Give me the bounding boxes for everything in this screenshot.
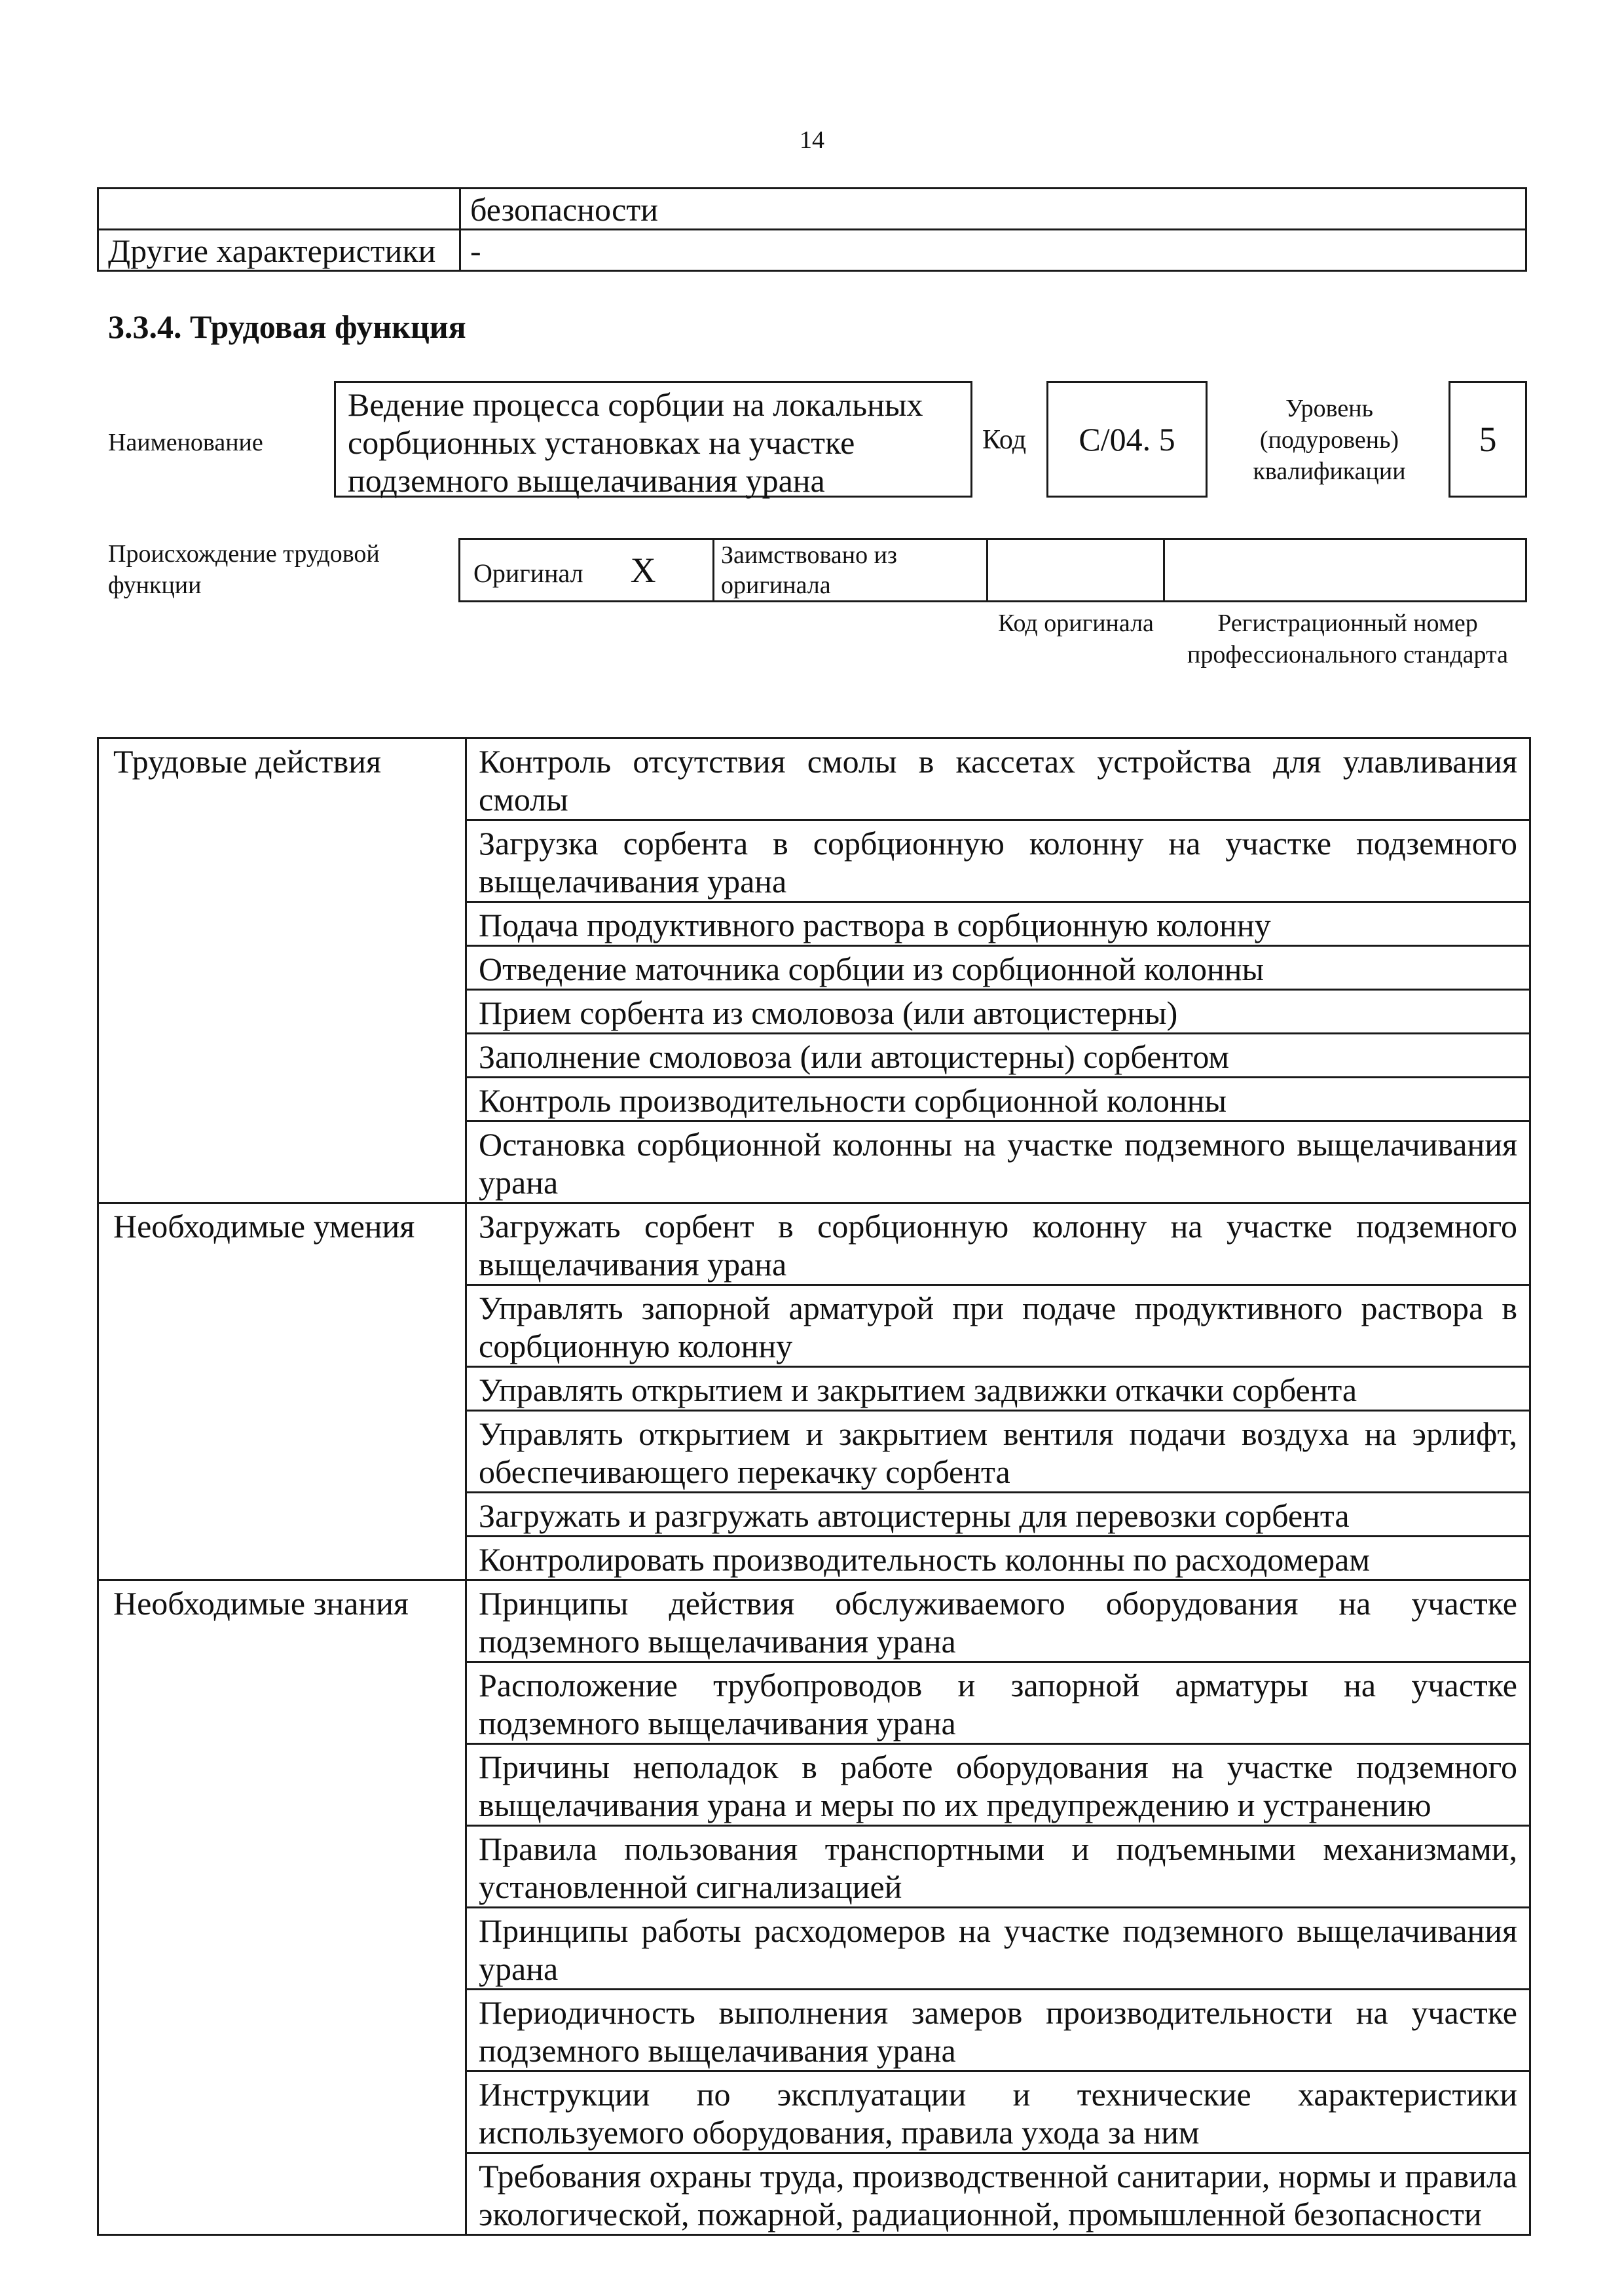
list-item: Загружать и разгружать автоцистерны для перевозки сорбента: [466, 1493, 1530, 1537]
borrowed-label: Заимствовано из оригинала: [714, 539, 987, 602]
category-cell: Трудовые действия: [98, 738, 466, 1203]
table-row: [98, 1580, 1530, 1662]
list-item: Контроль отсутствия смолы в кассетах устройства для улавливания смолы: [466, 738, 1530, 820]
list-item: Расположение трубопроводов и запорной арматуры на участке подземного выщелачивания урана: [466, 1662, 1530, 1744]
original-mark: X: [630, 551, 656, 590]
list-item: Прием сорбента из смоловоза (или автоцистерны): [466, 990, 1530, 1034]
reg-number-caption: Регистрационный номер профессионального стандарта: [1187, 610, 1508, 668]
table-row: [460, 539, 1526, 602]
row-value: безопасности: [460, 189, 1526, 230]
list-item: Принципы действия обслуживаемого оборудования на участке подземного выщелачивания урана: [466, 1580, 1530, 1662]
list-item: Правила пользования транспортными и подъемными механизмами, установленной сигнализацией: [466, 1826, 1530, 1908]
original-code-cell: [987, 539, 1164, 602]
list-item: Требования охраны труда, производственной санитарии, нормы и правила экологической, пожарной, радиационной, промышленной безопасности: [466, 2153, 1530, 2235]
row-value: -: [460, 230, 1526, 271]
code-label: Код: [982, 425, 1027, 455]
level-value: 5: [1479, 420, 1497, 459]
continuation-table: [97, 187, 1527, 272]
original-cell: [460, 539, 714, 602]
function-code-value: С/04. 5: [1079, 421, 1175, 458]
list-item: Управлять открытием и закрытием задвижки откачки сорбента: [466, 1367, 1530, 1411]
table-row: [98, 738, 1530, 820]
category-cell: Необходимые знания: [98, 1580, 466, 2235]
table-row: [98, 230, 1526, 271]
list-item: Контролировать производительность колонны по расходомерам: [466, 1537, 1530, 1580]
list-item: Отведение маточника сорбции из сорбционной колонны: [466, 946, 1530, 990]
table-row: [98, 189, 1526, 230]
list-item: Остановка сорбционной колонны на участке подземного выщелачивания урана: [466, 1121, 1530, 1203]
list-item: Принципы работы расходомеров на участке подземного выщелачивания урана: [466, 1908, 1530, 1990]
list-item: Контроль производительности сорбционной колонны: [466, 1078, 1530, 1121]
reg-number-cell: [1164, 539, 1526, 602]
level-box: [1449, 381, 1527, 498]
list-item: Инструкции по эксплуатации и технические характеристики используемого оборудования, правила ухода за ним: [466, 2071, 1530, 2153]
category-cell: Необходимые умения: [98, 1203, 466, 1580]
row-label: [98, 189, 460, 230]
level-label: Уровень (подуровень) квалификации: [1253, 395, 1406, 485]
list-item: Причины неполадок в работе оборудования на участке подземного выщелачивания урана и меры по их предупреждению и устранению: [466, 1744, 1530, 1826]
list-item: Периодичность выполнения замеров производительности на участке подземного выщелачивания урана: [466, 1990, 1530, 2071]
list-item: Управлять запорной арматурой при подаче продуктивного раствора в сорбционную колонну: [466, 1285, 1530, 1367]
page-number: 14: [800, 126, 824, 154]
list-item: Загрузка сорбента в сорбционную колонну на участке подземного выщелачивания урана: [466, 820, 1530, 902]
row-label: Другие характеристики: [98, 230, 460, 271]
list-item: Загружать сорбент в сорбционную колонну на участке подземного выщелачивания урана: [466, 1203, 1530, 1285]
origin-label: Происхождение трудовой функции: [108, 540, 380, 599]
table-row: [98, 1203, 1530, 1285]
function-code-box: [1046, 381, 1208, 498]
list-item: Управлять открытием и закрытием вентиля подачи воздуха на эрлифт, обеспечивающего перекачку сорбента: [466, 1411, 1530, 1493]
section-heading: 3.3.4. Трудовая функция: [108, 308, 466, 345]
origin-table: [458, 538, 1527, 602]
original-code-caption: Код оригинала: [998, 610, 1154, 637]
function-details-body: [98, 738, 1530, 2235]
original-label: Оригинал: [473, 558, 583, 588]
list-item: Подача продуктивного раствора в сорбционную колонну: [466, 902, 1530, 946]
function-details-table: [97, 737, 1531, 2236]
name-label: Наименование: [108, 429, 263, 456]
list-item: Заполнение смоловоза (или автоцистерны) сорбентом: [466, 1034, 1530, 1078]
function-name-box: Ведение процесса сорбции на локальных сорбционных установках на участке подземного выщелачивания урана: [334, 381, 972, 498]
